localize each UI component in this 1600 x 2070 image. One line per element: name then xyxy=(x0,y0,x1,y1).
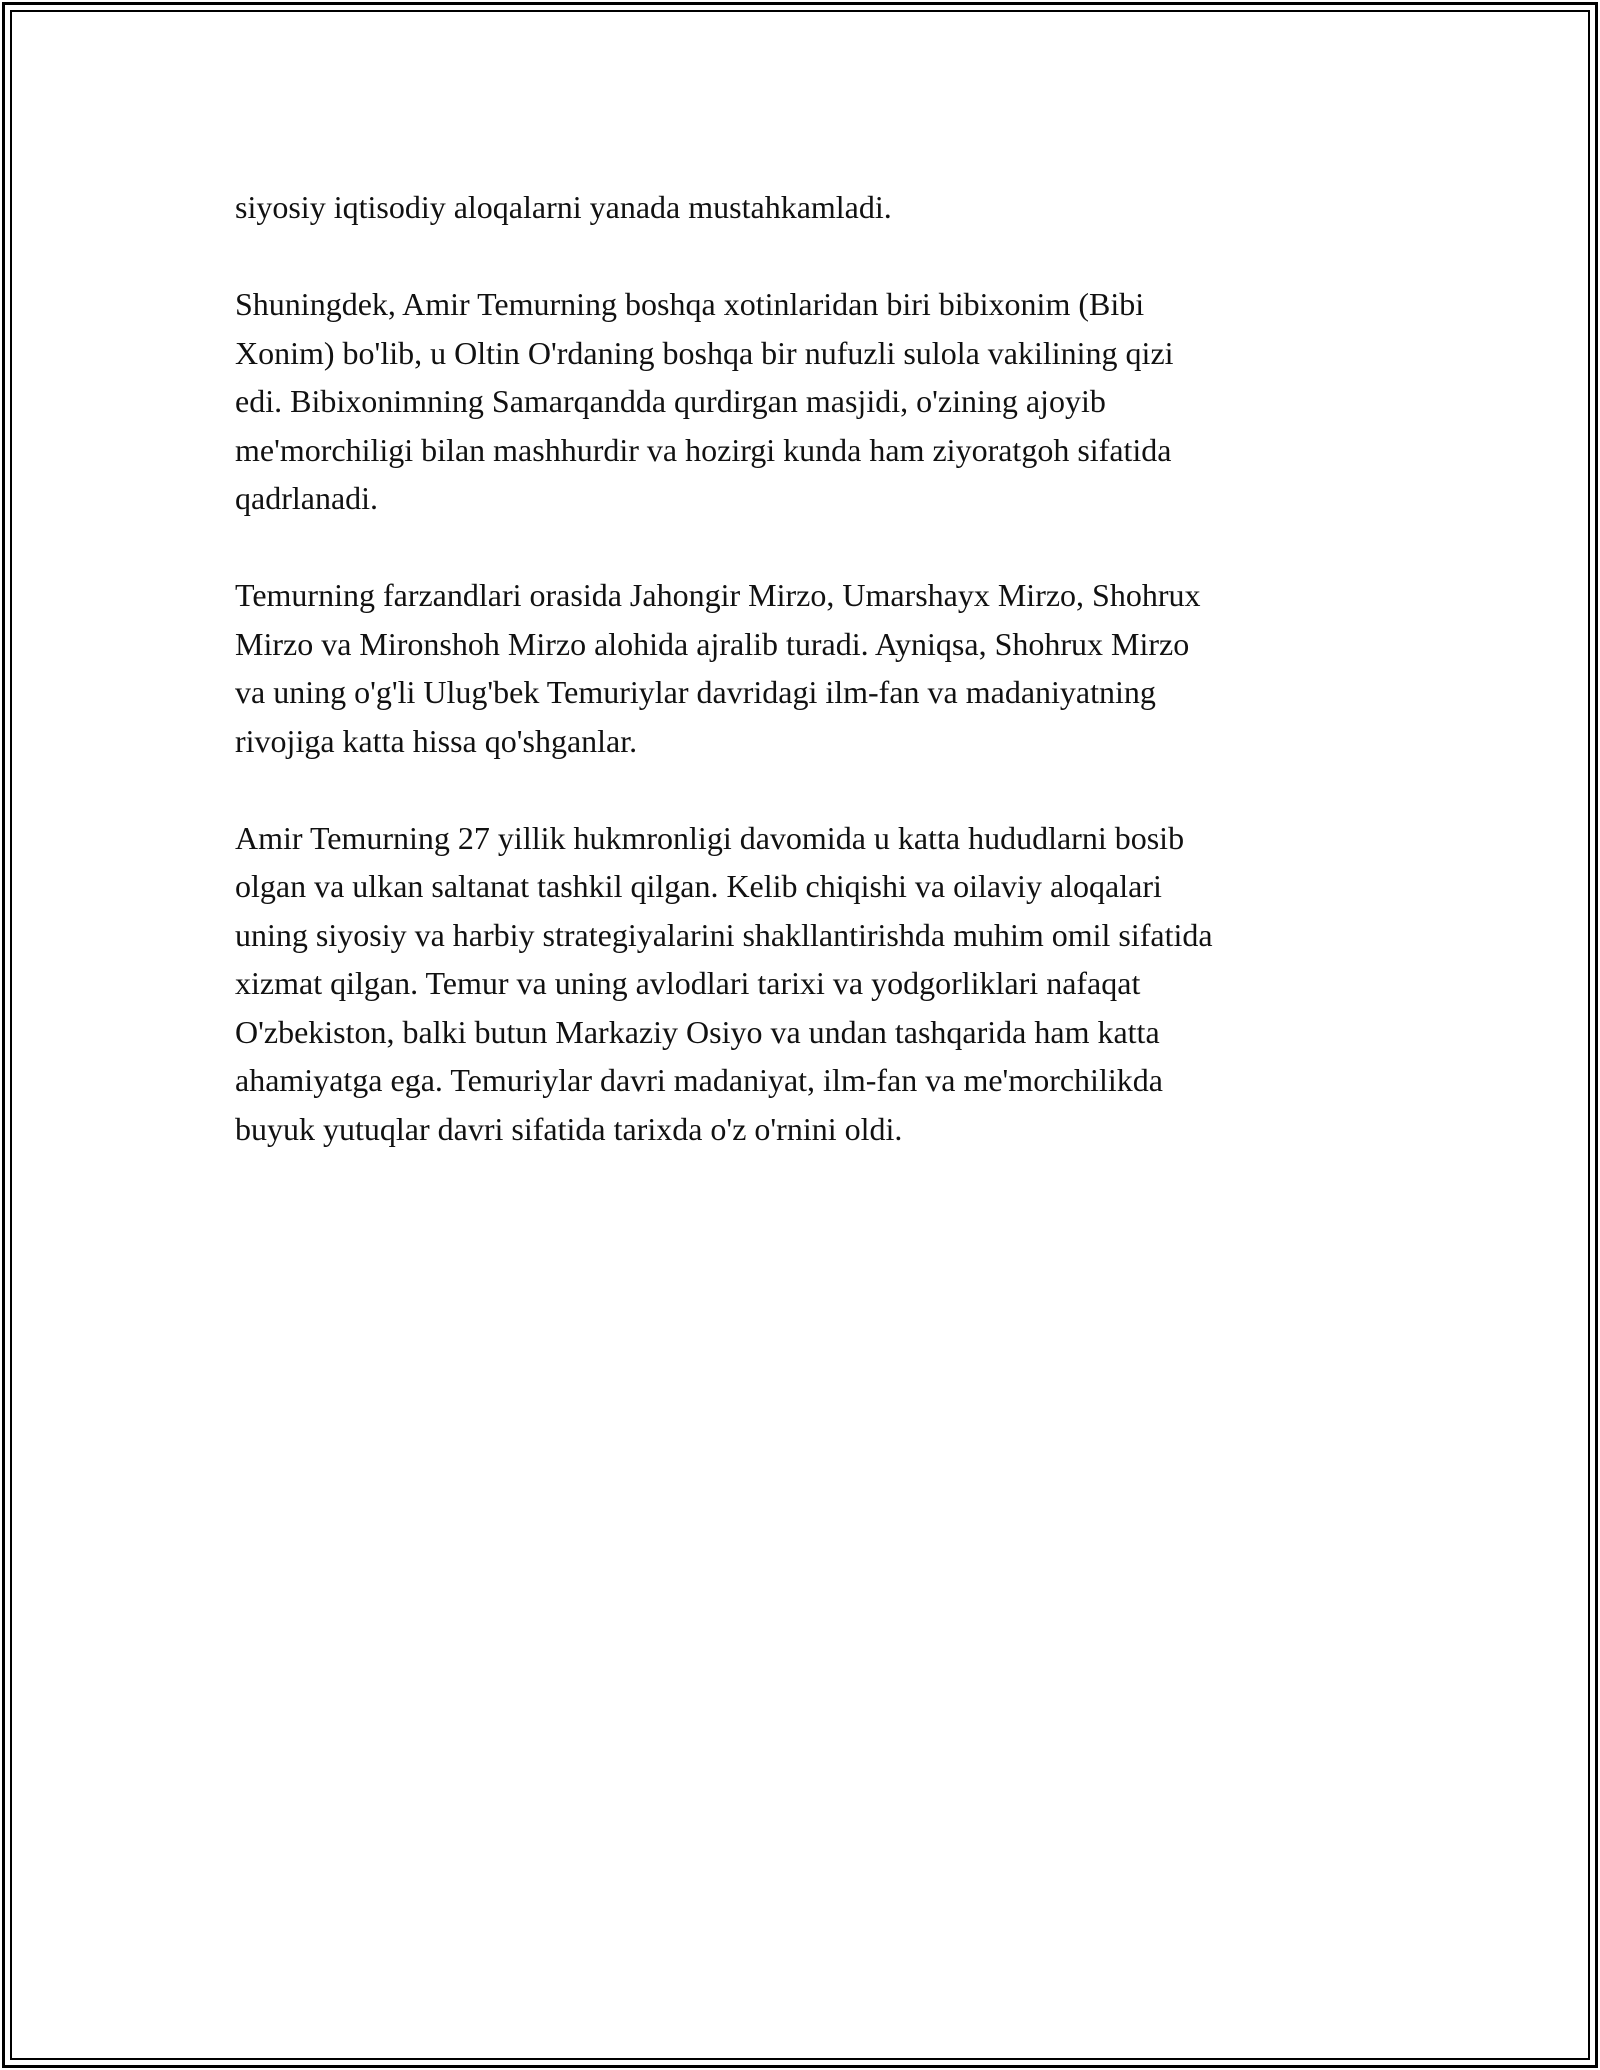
paragraph-2: Shuningdek, Amir Temurning boshqa xotinlaridan biri bibixonim (Bibi Xonim) bo'lib, u Oltin O'rdaning boshqa bir nufuzli sulola vakilining qizi edi. Bibixonimning Samarqandda qurdirgan masjidi, o'zining ajoyib me'morchiligi bilan mashhurdir va hozirgi kunda ham ziyoratgoh sifatida qadrlanadi. xyxy=(235,286,1174,516)
paragraph-1: siyosiy iqtisodiy aloqalarni yanada mustahkamladi. xyxy=(235,189,892,225)
document-body xyxy=(235,183,1385,1202)
paragraph-3: Temurning farzandlari orasida Jahongir Mirzo, Umarshayx Mirzo, Shohrux Mirzo va Mironshoh Mirzo alohida ajralib turadi. Ayniqsa, Shohrux Mirzo va uning o'g'li Ulug'bek Temuriylar davridagi ilm-fan va madaniyatning rivojiga katta hissa qo'shganlar. xyxy=(235,577,1201,759)
paragraph-4: Amir Temurning 27 yillik hukmronligi davomida u katta hududlarni bosib olgan va ulkan saltanat tashkil qilgan. Kelib chiqishi va oilaviy aloqalari uning siyosiy va harbiy strategiyalarini shakllantirishda muhim omil sifatida xizmat qilgan. Temur va uning avlodlari tarixi va yodgorliklari nafaqat O'zbekiston, balki butun Markaziy Osiyo va undan tashqarida ham katta ahamiyatga ega. Temuriylar davri madaniyat, ilm-fan va me'morchilikda buyuk yutuqlar davri sifatida tarixda o'z o'rnini oldi. xyxy=(235,819,1213,1147)
